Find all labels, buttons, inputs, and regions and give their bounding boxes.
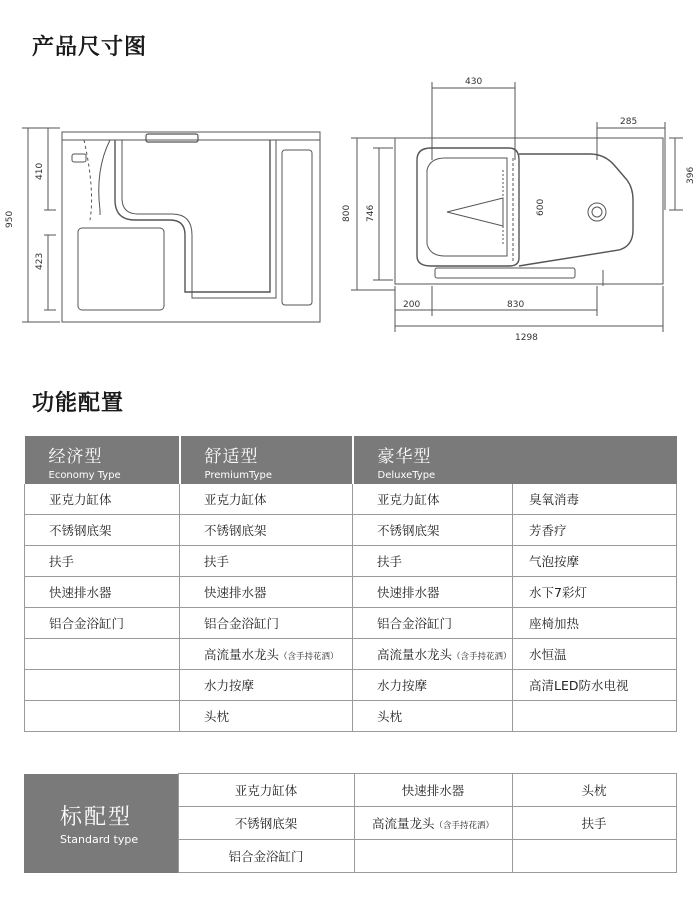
side-view-drawing bbox=[0, 110, 335, 340]
header-deluxe-en: DeluxeType bbox=[377, 470, 436, 481]
dim-410: 410 bbox=[35, 162, 45, 180]
dim-430: 430 bbox=[465, 77, 483, 87]
header-premium-cn: 舒适型 bbox=[204, 447, 259, 467]
table-cell: 亚克力缸体 bbox=[25, 484, 180, 515]
header-premium bbox=[180, 436, 353, 484]
table-cell bbox=[25, 670, 180, 701]
table-cell: 铝合金浴缸门 bbox=[353, 608, 513, 639]
table-row bbox=[25, 515, 677, 546]
table-cell: 亚克力缸体 bbox=[353, 484, 513, 515]
table-cell bbox=[354, 807, 512, 840]
table-cell: 座椅加热 bbox=[513, 608, 677, 639]
dim-423: 423 bbox=[35, 252, 45, 270]
dim-396: 396 bbox=[686, 166, 696, 184]
table-cell: 气泡按摩 bbox=[513, 546, 677, 577]
standard-label-en: Standard type bbox=[60, 833, 139, 846]
table-cell: 芳香疗 bbox=[513, 515, 677, 546]
dim-950: 950 bbox=[5, 210, 15, 228]
dim-800: 800 bbox=[342, 204, 352, 222]
faucet-note: （含手持花洒） bbox=[279, 652, 339, 662]
table-row bbox=[25, 546, 677, 577]
table-cell: 高清LED防水电视 bbox=[513, 670, 677, 701]
dim-600: 600 bbox=[536, 198, 546, 216]
table-cell: 快速排水器 bbox=[353, 577, 513, 608]
standard-label-cn: 标配型 bbox=[60, 805, 133, 830]
dim-830: 830 bbox=[507, 300, 525, 310]
table-cell: 快速排水器 bbox=[25, 577, 180, 608]
table-row bbox=[25, 577, 677, 608]
standard-table bbox=[24, 773, 677, 873]
table-cell bbox=[354, 840, 512, 873]
table-row bbox=[25, 639, 677, 670]
table-row bbox=[25, 670, 677, 701]
faucet-note: （含手持花洒） bbox=[434, 821, 495, 831]
table-cell: 臭氧消毒 bbox=[513, 484, 677, 515]
table-cell bbox=[512, 840, 676, 873]
table-cell: 水恒温 bbox=[513, 639, 677, 670]
faucet-label: 高流量水龙头 bbox=[377, 647, 453, 662]
table-cell: 不锈钢底架 bbox=[178, 807, 354, 840]
dim-1298: 1298 bbox=[515, 333, 538, 343]
table-cell: 铝合金浴缸门 bbox=[178, 840, 354, 873]
header-economy-cn: 经济型 bbox=[48, 447, 103, 467]
function-title: 功能配置 bbox=[32, 391, 125, 416]
table-cell: 扶手 bbox=[180, 546, 353, 577]
table-row bbox=[25, 701, 677, 732]
header-economy-en: Economy Type bbox=[48, 470, 121, 481]
table-cell bbox=[353, 639, 513, 670]
table-cell: 头枕 bbox=[353, 701, 513, 732]
table-cell: 头枕 bbox=[512, 774, 676, 807]
config-header-row bbox=[25, 436, 677, 484]
table-cell: 扶手 bbox=[353, 546, 513, 577]
faucet-label: 高流量龙头 bbox=[371, 816, 435, 831]
faucet-label: 高流量水龙头 bbox=[204, 647, 280, 662]
header-premium-en: PremiumType bbox=[204, 470, 272, 481]
table-cell: 亚克力缸体 bbox=[178, 774, 354, 807]
table-cell: 亚克力缸体 bbox=[180, 484, 353, 515]
dimensions-title: 产品尺寸图 bbox=[32, 35, 148, 60]
dim-200: 200 bbox=[403, 300, 421, 310]
header-deluxe bbox=[353, 436, 677, 484]
dim-285: 285 bbox=[620, 117, 638, 127]
config-table bbox=[24, 436, 677, 732]
table-row bbox=[25, 484, 677, 515]
table-cell: 水力按摩 bbox=[180, 670, 353, 701]
table-row bbox=[24, 774, 676, 807]
dim-746: 746 bbox=[366, 204, 376, 222]
table-row bbox=[25, 608, 677, 639]
table-cell: 快速排水器 bbox=[354, 774, 512, 807]
table-cell: 头枕 bbox=[180, 701, 353, 732]
table-cell: 铝合金浴缸门 bbox=[25, 608, 180, 639]
table-cell: 扶手 bbox=[25, 546, 180, 577]
table-cell: 不锈钢底架 bbox=[25, 515, 180, 546]
table-cell bbox=[25, 701, 180, 732]
table-cell: 不锈钢底架 bbox=[180, 515, 353, 546]
table-cell: 快速排水器 bbox=[180, 577, 353, 608]
header-deluxe-cn: 豪华型 bbox=[377, 447, 432, 467]
table-cell: 水下7彩灯 bbox=[513, 577, 677, 608]
header-economy bbox=[25, 436, 180, 484]
table-cell bbox=[513, 701, 677, 732]
table-cell: 扶手 bbox=[512, 807, 676, 840]
table-cell bbox=[25, 639, 180, 670]
table-cell: 水力按摩 bbox=[353, 670, 513, 701]
faucet-note: （含手持花洒） bbox=[452, 652, 512, 662]
table-cell: 铝合金浴缸门 bbox=[180, 608, 353, 639]
top-view-drawing bbox=[335, 70, 700, 350]
table-cell: 不锈钢底架 bbox=[353, 515, 513, 546]
standard-label bbox=[24, 774, 178, 873]
table-cell bbox=[180, 639, 353, 670]
